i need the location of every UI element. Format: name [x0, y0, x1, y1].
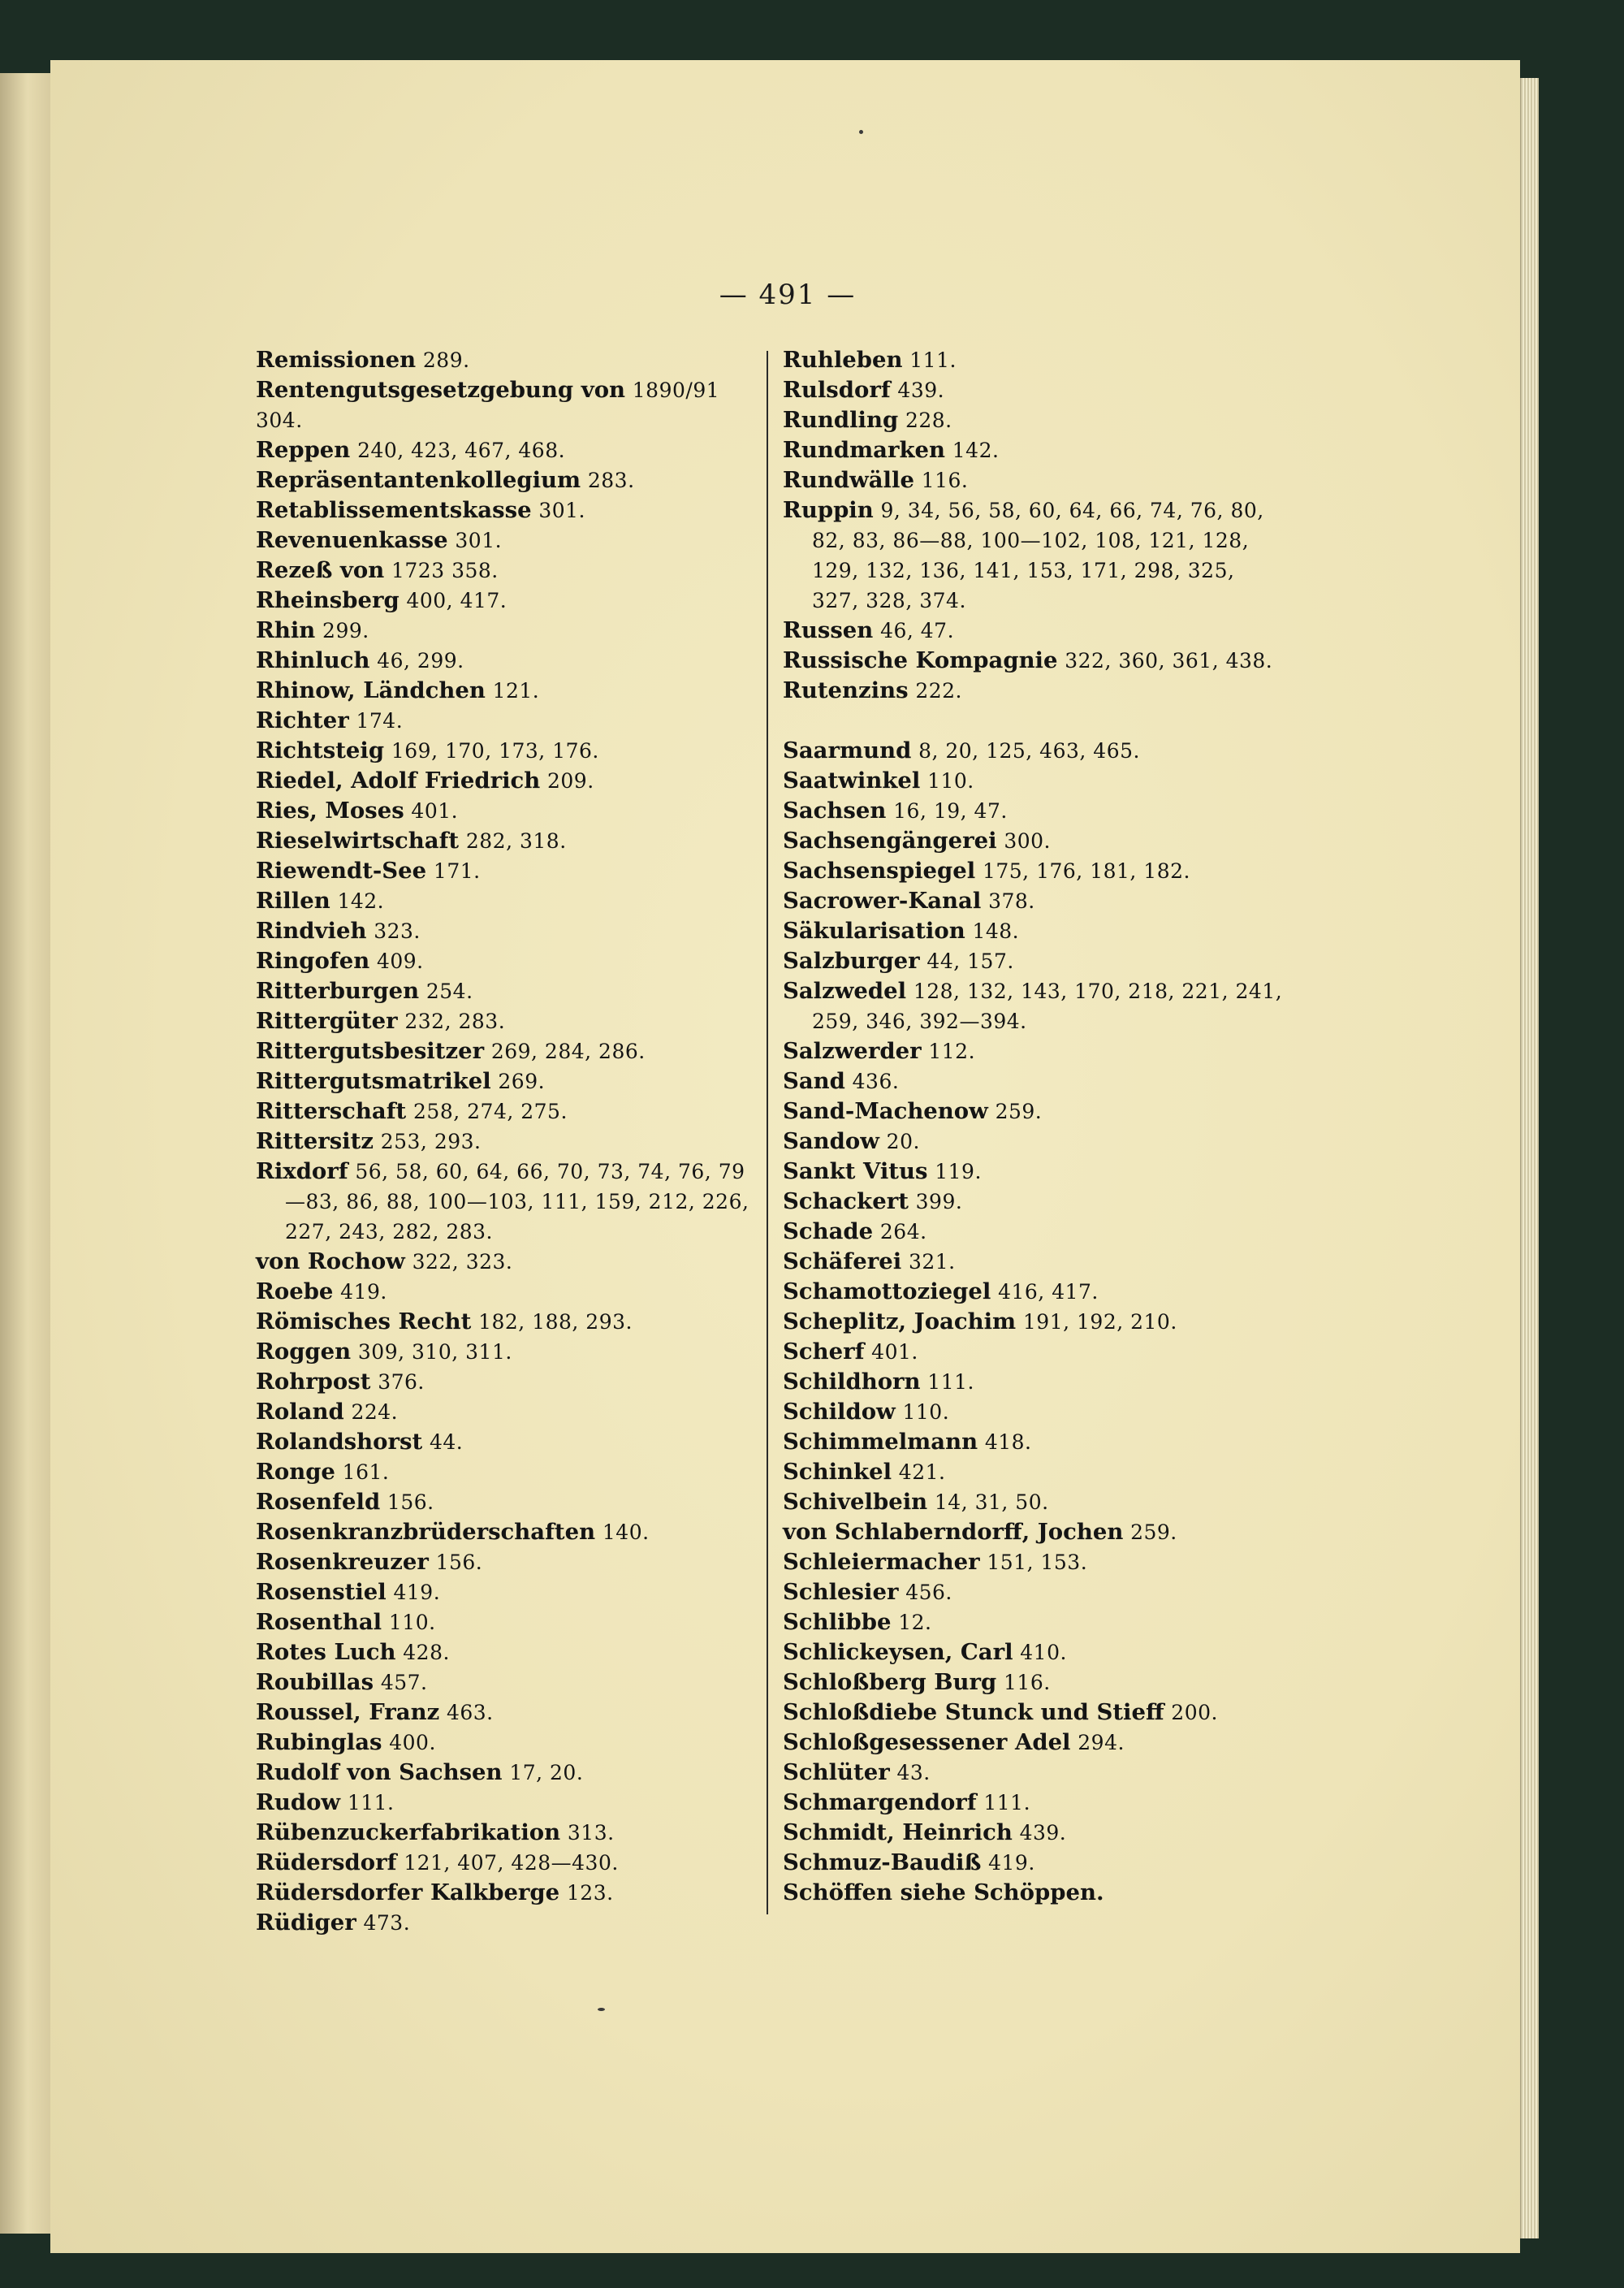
index-entry-pages: 283. [587, 469, 635, 492]
index-entry-term: Schmargendorf [783, 1789, 977, 1815]
index-entry-pages: 401. [871, 1340, 918, 1364]
index-entry [783, 676, 1288, 706]
index-entry [783, 856, 1288, 886]
index-entry-pages: 400, 417. [406, 589, 508, 612]
index-entry [256, 1127, 758, 1157]
index-entry [256, 1908, 758, 1938]
index-entry-pages: 174. [356, 709, 404, 733]
index-entry-pages: 121, 407, 428—430. [404, 1851, 619, 1875]
index-entry-term: Ritterburgen [256, 978, 420, 1004]
index-entry-term: Rixdorf [256, 1158, 348, 1184]
index-entry-term: von Schlaberndorff, Jochen [783, 1519, 1124, 1545]
index-entry [256, 706, 758, 736]
index-entry-term: Rundmarken [783, 437, 946, 463]
index-entry [256, 826, 758, 856]
index-entry-term: Rheinsberg [256, 587, 400, 613]
index-entry-pages: 322, 360, 361, 438. [1065, 649, 1273, 673]
index-entry-pages: 119. [935, 1160, 982, 1183]
index-entry [256, 1367, 758, 1397]
index-entry-pages: 44. [429, 1430, 464, 1454]
index-entry [256, 435, 758, 465]
index-entry-term: Sandow [783, 1128, 879, 1154]
index-entry-pages: 294. [1078, 1731, 1125, 1754]
index-entry-pages: 321. [908, 1250, 956, 1274]
index-entry [783, 1788, 1288, 1818]
index-entry [783, 1698, 1288, 1728]
index-entry [783, 495, 1288, 616]
index-entry-pages: 259. [1130, 1520, 1177, 1544]
index-entry-pages: 419. [988, 1851, 1035, 1875]
index-entry [256, 1698, 758, 1728]
index-entry-pages: 148. [972, 919, 1020, 943]
index-entry-pages: 419. [393, 1581, 441, 1604]
index-entry-pages: 128, 132, 143, 170, 218, 221, 241, 259, 346, 392—394. [812, 980, 1283, 1033]
index-entry-pages: 182, 188, 293. [478, 1310, 633, 1334]
index-entry-term: Scheplitz, Joachim [783, 1308, 1017, 1334]
index-entry-term: Salzwedel [783, 978, 907, 1004]
index-entry-term: Repräsentantenkollegium [256, 467, 581, 493]
index-entry-pages: 282, 318. [465, 829, 567, 853]
index-entry-term: Schlickeysen, Carl [783, 1639, 1013, 1665]
index-entry-term: Roussel, Franz [256, 1699, 440, 1725]
index-entry-term: Schildhorn [783, 1369, 921, 1395]
index-entry [256, 856, 758, 886]
index-entry-pages: 169, 170, 173, 176. [391, 739, 599, 763]
index-entry-term: Rhinluch [256, 647, 370, 673]
index-entry-pages: 8, 20, 125, 463, 465. [918, 739, 1140, 763]
index-entry [783, 1066, 1288, 1096]
index-entry-term: Ronge [256, 1459, 335, 1485]
index-entry-pages: 254. [425, 980, 473, 1003]
index-entry [256, 1036, 758, 1066]
index-entry-term: von Rochow [256, 1248, 405, 1274]
index-entry-term: Rosenfeld [256, 1489, 381, 1515]
index-entry-term: Riedel, Adolf Friedrich [256, 768, 541, 794]
index-entry-term: Schildow [783, 1399, 896, 1425]
index-entry-term: Richtsteig [256, 737, 385, 763]
index-entry-pages: 399. [915, 1190, 963, 1213]
index-entry-term: Scherf [783, 1339, 865, 1365]
index-entry-term: Schöffen siehe Schöppen. [783, 1879, 1104, 1905]
index-entry [256, 1547, 758, 1577]
index-entry [783, 1307, 1288, 1337]
index-entry-term: Rosenkreuzer [256, 1549, 429, 1575]
index-entry-term: Rudow [256, 1789, 341, 1815]
index-entry [783, 946, 1288, 976]
index-entry-term: Rhin [256, 617, 316, 643]
index-entry-pages: 110. [902, 1400, 950, 1424]
index-entry-term: Russische Kompagnie [783, 647, 1058, 673]
page-number: — 491 — [719, 279, 857, 311]
index-entry-pages: 44, 157. [926, 949, 1014, 973]
index-entry-pages: 142. [952, 439, 1000, 462]
index-entry-term: Reppen [256, 437, 351, 463]
index-entry [256, 1066, 758, 1096]
index-entry-pages: 116. [1004, 1671, 1051, 1694]
index-entry-term: Salzburger [783, 948, 920, 974]
index-entry-pages: 151, 153. [987, 1551, 1088, 1574]
index-entry-pages: 289. [422, 348, 470, 372]
index-entry-pages: 299. [322, 619, 369, 642]
column-divider [767, 351, 768, 1914]
book-binding-left [0, 73, 52, 2234]
index-entry-pages: 20. [886, 1130, 920, 1153]
index-entry-term: Rundwälle [783, 467, 914, 493]
index-entry-pages: 17, 20. [509, 1761, 584, 1784]
index-entry-term: Rüdersdorfer Kalkberge [256, 1879, 560, 1905]
index-entry [783, 435, 1288, 465]
index-entry-term: Schlesier [783, 1579, 899, 1605]
index-entry-term: Sankt Vitus [783, 1158, 928, 1184]
index-entry-term: Schamottoziegel [783, 1278, 991, 1304]
index-entry [783, 1607, 1288, 1637]
index-entry-pages: 111. [983, 1791, 1031, 1814]
index-entry-pages: 175, 176, 181, 182. [982, 859, 1190, 883]
index-entry-term: Rittergüter [256, 1008, 398, 1034]
index-entry [783, 1637, 1288, 1667]
index-entry [256, 1517, 758, 1547]
index-entry-term: Schimmelmann [783, 1429, 978, 1455]
index-entry-term: Rüdersdorf [256, 1849, 397, 1875]
index-entry-pages: 156. [435, 1551, 483, 1574]
index-entry [783, 1577, 1288, 1607]
index-entry [256, 375, 758, 435]
index-entry [783, 1187, 1288, 1217]
index-entry [783, 1096, 1288, 1127]
index-entry [783, 766, 1288, 796]
index-entry-term: Rentengutsgesetzgebung von [256, 377, 626, 403]
index-entry [256, 465, 758, 495]
index-entry-term: Salzwerder [783, 1038, 922, 1064]
index-entry [256, 766, 758, 796]
index-entry-pages: 264. [879, 1220, 927, 1243]
index-entry [783, 1367, 1288, 1397]
index-entry [256, 886, 758, 916]
index-entry-term: Schloßdiebe Stunck und Stieff [783, 1699, 1164, 1725]
index-entry-term: Ringofen [256, 948, 370, 974]
page-edge [1520, 78, 1539, 2238]
index-entry-term: Rhinow, Ländchen [256, 677, 486, 703]
index-entry-term: Rulsdorf [783, 377, 891, 403]
index-entry [256, 1637, 758, 1667]
index-entry [256, 1487, 758, 1517]
index-column-right [783, 345, 1288, 1908]
index-entry-term: Roland [256, 1399, 344, 1425]
index-entry-term: Sachsen [783, 798, 887, 824]
index-entry-pages: 121. [492, 679, 540, 703]
index-entry [783, 1337, 1288, 1367]
index-entry-pages: 301. [455, 529, 503, 552]
index-entry-pages: 269, 284, 286. [490, 1040, 646, 1063]
index-entry-pages: 309, 310, 311. [357, 1340, 512, 1364]
index-entry-term: Schlüter [783, 1759, 890, 1785]
index-entry-term: Ruppin [783, 497, 874, 523]
index-entry-term: Rosenstiel [256, 1579, 387, 1605]
index-entry [256, 1457, 758, 1487]
index-entry-term: Römisches Recht [256, 1308, 472, 1334]
index-entry-pages: 14, 31, 50. [934, 1490, 1049, 1514]
index-entry [256, 916, 758, 946]
index-entry [256, 1006, 758, 1036]
index-entry-pages: 409. [376, 949, 424, 973]
index-entry-term: Rudolf von Sachsen [256, 1759, 503, 1785]
index-entry-pages: 111. [927, 1370, 974, 1394]
index-entry [783, 1878, 1288, 1908]
index-entry-pages: 232, 283. [404, 1010, 506, 1033]
index-entry-term: Rezeß von [256, 557, 385, 583]
index-entry-term: Rohrpost [256, 1369, 371, 1395]
index-entry-pages: 401. [411, 799, 459, 823]
index-entry-term: Rosenkranzbrüderschaften [256, 1519, 596, 1545]
index-entry-term: Ritterschaft [256, 1098, 407, 1124]
index-entry [256, 495, 758, 526]
index-entry [783, 375, 1288, 405]
index-entry-term: Ries, Moses [256, 798, 404, 824]
index-entry [783, 1457, 1288, 1487]
index-entry-pages: 12. [898, 1611, 932, 1634]
index-entry-pages: 161. [342, 1460, 390, 1484]
index-entry [783, 1818, 1288, 1848]
index-entry-term: Sand [783, 1068, 845, 1094]
index-entry-term: Schleiermacher [783, 1549, 980, 1575]
index-entry-term: Roubillas [256, 1669, 374, 1695]
index-entry [783, 916, 1288, 946]
index-entry-pages: 142. [337, 889, 385, 913]
index-entry-pages: 473. [363, 1911, 411, 1935]
index-entry [783, 1517, 1288, 1547]
index-entry [783, 1667, 1288, 1698]
index-entry [256, 1667, 758, 1698]
index-entry [256, 1878, 758, 1908]
index-entry-term: Sachsengängerei [783, 828, 997, 854]
index-entry-pages: 9, 34, 56, 58, 60, 64, 66, 74, 76, 80, 82, 83, 86—88, 100—102, 108, 121, 128, 129, 132, 136, 141, 153, 171, 298, 325, 327, 328, 374. [812, 499, 1264, 612]
index-entry-term: Rundling [783, 407, 899, 433]
index-entry [256, 1728, 758, 1758]
index-entry-term: Rittergutsbesitzer [256, 1038, 485, 1064]
index-entry-pages: 191, 192, 210. [1022, 1310, 1177, 1334]
index-entry-pages: 116. [921, 469, 969, 492]
letter-section-gap [783, 706, 1288, 736]
index-entry-pages: 300. [1004, 829, 1052, 853]
index-entry-term: Schmuz-Baudiß [783, 1849, 982, 1875]
index-entry [256, 796, 758, 826]
index-entry [783, 1127, 1288, 1157]
index-entry [783, 1397, 1288, 1427]
index-entry-pages: 419. [340, 1280, 387, 1304]
index-entry-pages: 46, 47. [880, 619, 955, 642]
index-entry [783, 736, 1288, 766]
index-entry-pages: 110. [927, 769, 974, 793]
index-entry-term: Richter [256, 707, 349, 733]
index-entry [783, 616, 1288, 646]
index-entry [783, 1217, 1288, 1247]
index-entry [256, 1277, 758, 1307]
index-entry-pages: 322, 323. [412, 1250, 513, 1274]
index-entry-pages: 112. [928, 1040, 976, 1063]
index-entry-term: Roggen [256, 1339, 352, 1365]
index-entry [256, 1577, 758, 1607]
index-entry-pages: 222. [915, 679, 963, 703]
index-entry-term: Saatwinkel [783, 768, 921, 794]
index-entry [256, 676, 758, 706]
page-speck [598, 2008, 605, 2011]
index-entry [783, 1487, 1288, 1517]
index-entry-pages: 156. [387, 1490, 434, 1514]
index-entry-term: Rittergutsmatrikel [256, 1068, 491, 1094]
index-entry [256, 1307, 758, 1337]
index-entry-term: Rotes Luch [256, 1639, 396, 1665]
index-entry [783, 345, 1288, 375]
index-entry-pages: 323. [374, 919, 421, 943]
index-entry [256, 1788, 758, 1818]
index-entry-term: Rittersitz [256, 1128, 374, 1154]
index-entry [256, 976, 758, 1006]
index-entry-term: Schloßgesessener Adel [783, 1729, 1071, 1755]
index-entry-term: Schloßberg Burg [783, 1669, 997, 1695]
page-speck [859, 130, 863, 134]
index-entry-term: Russen [783, 617, 874, 643]
index-entry-term: Ruhleben [783, 347, 903, 373]
index-entry [783, 1036, 1288, 1066]
index-column-left [256, 345, 758, 1938]
index-entry [256, 526, 758, 556]
index-entry [256, 1397, 758, 1427]
index-entry-pages: 253, 293. [380, 1130, 482, 1153]
index-entry [783, 1427, 1288, 1457]
index-entry-pages: 439. [1019, 1821, 1067, 1845]
index-entry-term: Rübenzuckerfabrikation [256, 1819, 561, 1845]
index-entry-term: Rosenthal [256, 1609, 382, 1635]
index-entry-pages: 463. [446, 1701, 494, 1724]
index-entry-pages: 436. [852, 1070, 900, 1093]
index-entry [256, 736, 758, 766]
index-entry-pages: 457. [380, 1671, 428, 1694]
index-entry [783, 1157, 1288, 1187]
index-entry-pages: 200. [1171, 1701, 1218, 1724]
index-entry-term: Rubinglas [256, 1729, 382, 1755]
index-entry-pages: 456. [905, 1581, 952, 1604]
index-entry-pages: 269. [498, 1070, 546, 1093]
index-entry-pages: 110. [388, 1611, 436, 1634]
index-entry-term: Revenuenkasse [256, 527, 448, 553]
index-entry [783, 826, 1288, 856]
index-entry [783, 886, 1288, 916]
index-entry-pages: 428. [403, 1641, 450, 1664]
index-entry-pages: 410. [1020, 1641, 1067, 1664]
index-entry [256, 646, 758, 676]
index-entry-pages: 171. [433, 859, 481, 883]
index-entry [256, 1337, 758, 1367]
index-entry-term: Rieselwirtschaft [256, 828, 460, 854]
index-entry [783, 1547, 1288, 1577]
index-entry-term: Rolandshorst [256, 1429, 423, 1455]
index-entry-pages: 224. [351, 1400, 399, 1424]
index-entry [783, 1247, 1288, 1277]
index-entry-term: Retablissementskasse [256, 497, 532, 523]
index-entry-term: Saarmund [783, 737, 912, 763]
index-entry-pages: 240, 423, 467, 468. [357, 439, 566, 462]
index-entry-term: Schackert [783, 1188, 909, 1214]
index-entry [256, 1758, 758, 1788]
index-entry-pages: 439. [897, 378, 945, 402]
index-entry [256, 1607, 758, 1637]
index-entry [783, 405, 1288, 435]
index-entry [256, 1427, 758, 1457]
index-entry [256, 616, 758, 646]
index-entry [256, 1096, 758, 1127]
index-entry-pages: 46, 299. [377, 649, 464, 673]
index-entry-term: Sachsenspiegel [783, 858, 976, 884]
index-entry-pages: 1890/91 304. [256, 378, 720, 432]
index-entry-pages: 376. [378, 1370, 425, 1394]
index-entry-pages: 43. [896, 1761, 931, 1784]
index-entry-term: Sacrower-Kanal [783, 888, 982, 914]
index-entry-term: Riewendt-See [256, 858, 427, 884]
index-entry [783, 646, 1288, 676]
index-entry-pages: 418. [984, 1430, 1032, 1454]
index-entry-term: Rindvieh [256, 918, 367, 944]
index-entry [783, 1848, 1288, 1878]
index-entry-term: Sand-Machenow [783, 1098, 988, 1124]
index-entry-pages: 56, 58, 60, 64, 66, 70, 73, 74, 76, 79—83, 86, 88, 100—103, 111, 159, 212, 226, 227, 243, 282, 283. [285, 1160, 749, 1243]
index-entry [256, 556, 758, 586]
index-entry [256, 586, 758, 616]
index-entry-term: Säkularisation [783, 918, 965, 944]
index-entry-term: Schlibbe [783, 1609, 892, 1635]
index-entry-pages: 123. [566, 1881, 614, 1905]
index-entry-pages: 400. [389, 1731, 436, 1754]
index-entry [256, 1848, 758, 1878]
index-entry-pages: 111. [347, 1791, 395, 1814]
index-entry [783, 1277, 1288, 1307]
index-entry-term: Schäferei [783, 1248, 902, 1274]
index-entry-term: Schinkel [783, 1459, 892, 1485]
index-entry-term: Schmidt, Heinrich [783, 1819, 1013, 1845]
index-entry [256, 1247, 758, 1277]
index-entry-term: Rüdiger [256, 1910, 356, 1936]
index-entry [256, 1157, 758, 1247]
index-entry-pages: 111. [909, 348, 957, 372]
index-entry-term: Rillen [256, 888, 330, 914]
index-entry [256, 1818, 758, 1848]
index-entry-pages: 228. [905, 409, 952, 432]
index-entry [783, 976, 1288, 1036]
index-entry-pages: 258, 274, 275. [413, 1100, 568, 1123]
index-entry-pages: 140. [602, 1520, 650, 1544]
index-entry [783, 1728, 1288, 1758]
index-entry [783, 465, 1288, 495]
index-entry [256, 345, 758, 375]
index-entry-pages: 209. [547, 769, 594, 793]
index-entry-term: Roebe [256, 1278, 334, 1304]
index-entry-pages: 313. [567, 1821, 615, 1845]
index-entry-pages: 421. [898, 1460, 946, 1484]
index-entry-pages: 1723 358. [391, 559, 499, 582]
index-entry [256, 946, 758, 976]
index-entry-term: Schivelbein [783, 1489, 928, 1515]
index-entry-term: Schade [783, 1218, 874, 1244]
index-entry-term: Remissionen [256, 347, 417, 373]
index-entry [783, 796, 1288, 826]
index-entry-pages: 16, 19, 47. [893, 799, 1008, 823]
index-entry-pages: 301. [538, 499, 585, 522]
index-entry-pages: 378. [988, 889, 1035, 913]
index-entry-pages: 416, 417. [998, 1280, 1099, 1304]
index-entry-pages: 259. [995, 1100, 1043, 1123]
index-entry-term: Rutenzins [783, 677, 909, 703]
index-entry [783, 1758, 1288, 1788]
